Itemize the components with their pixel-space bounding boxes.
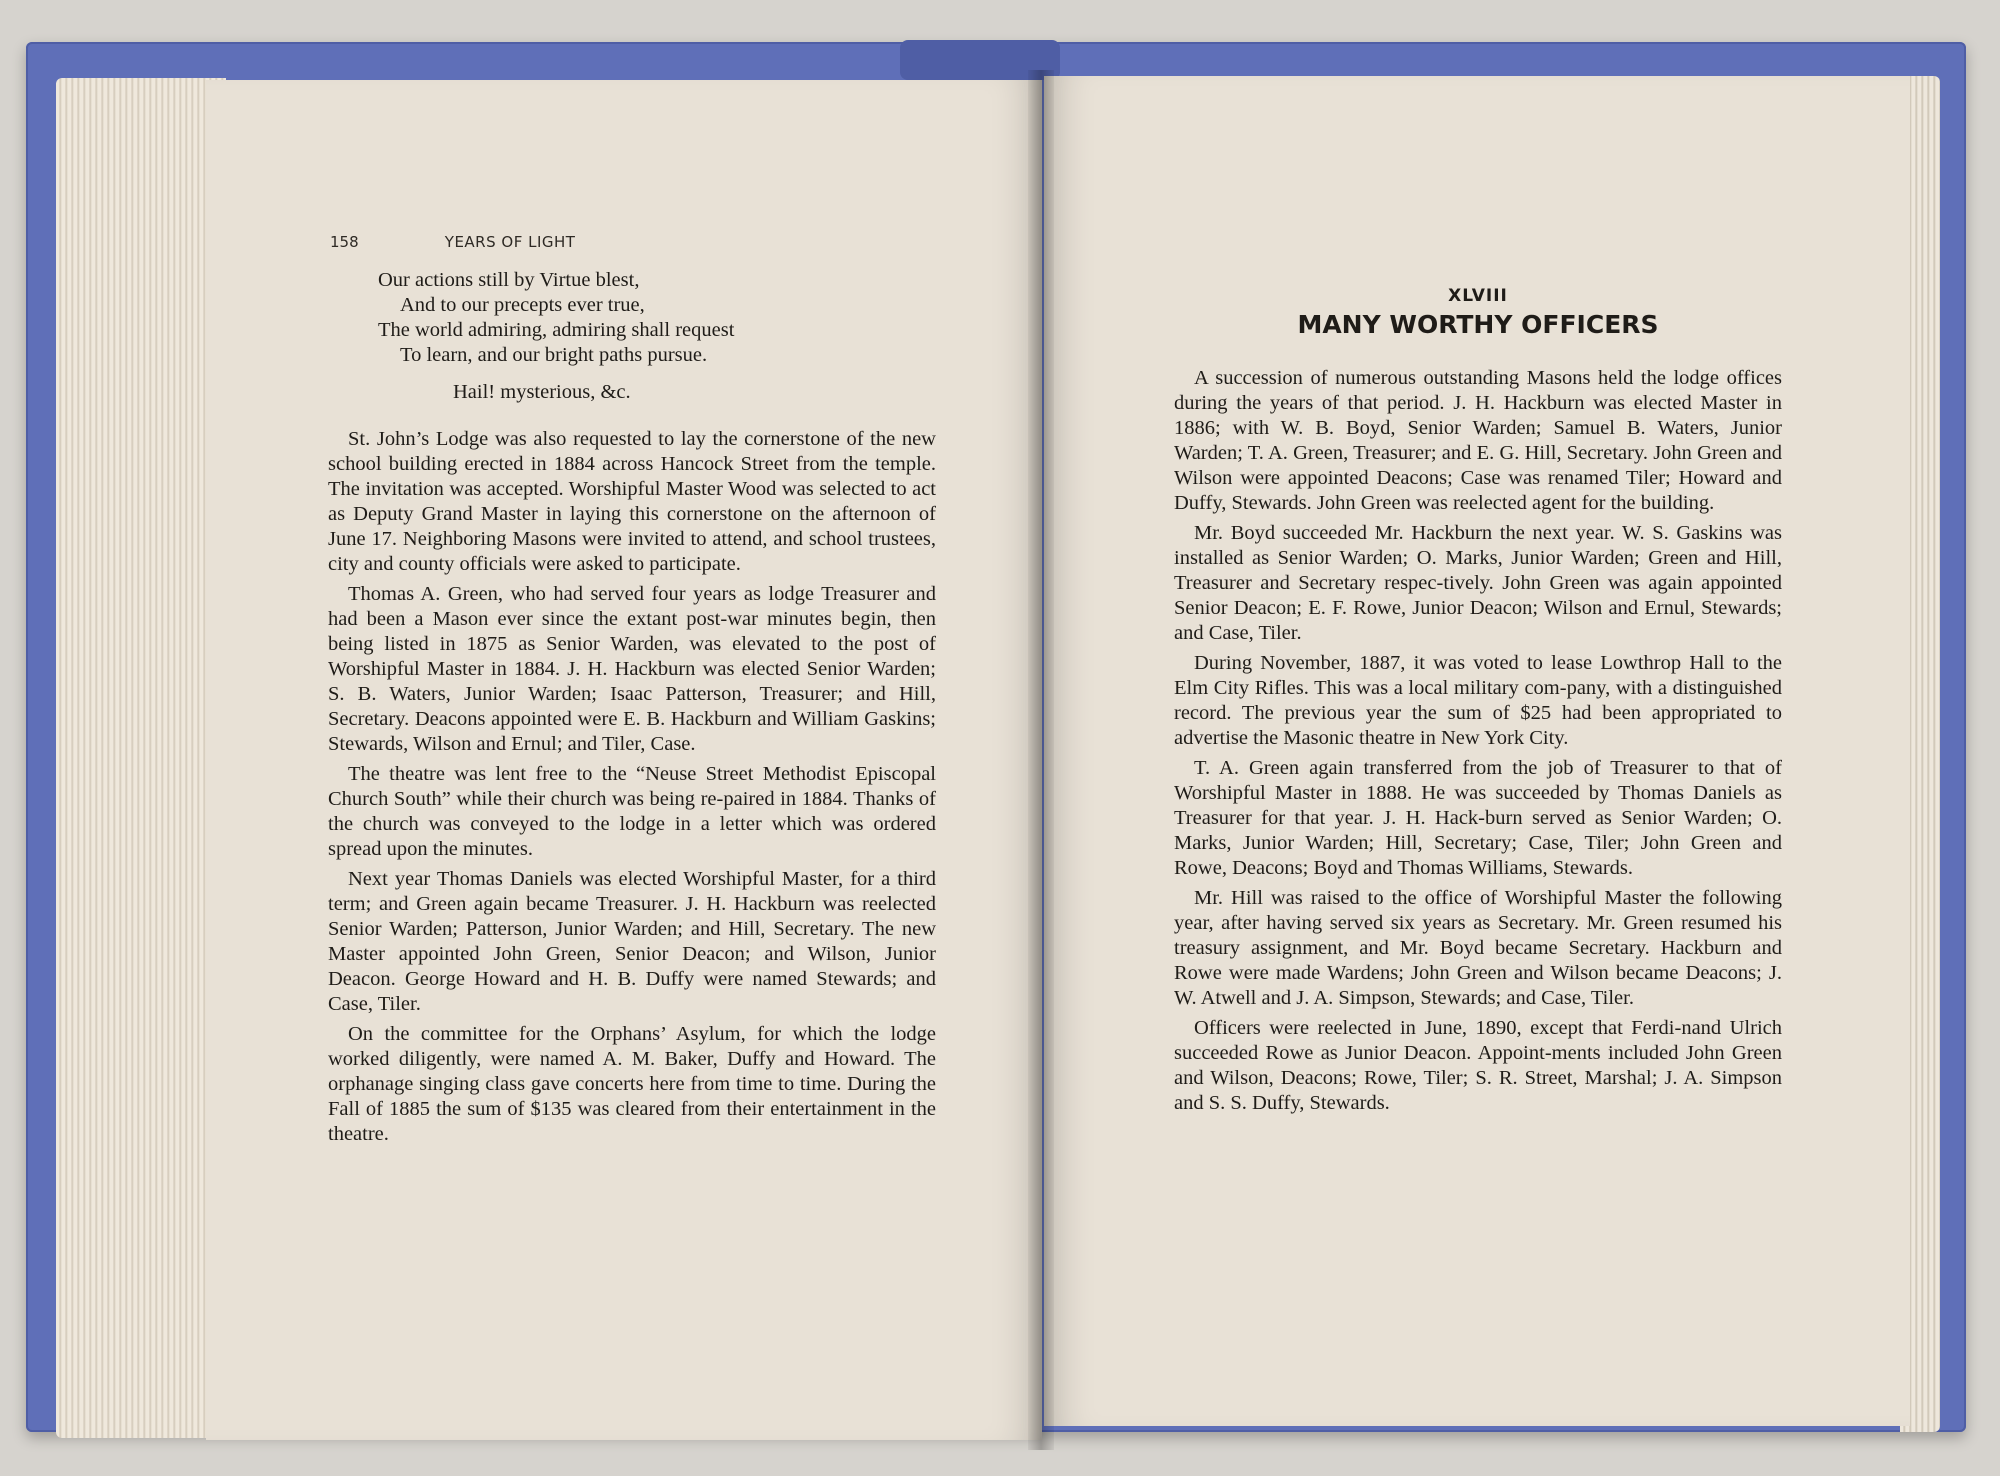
chapter-number: XLVIII	[1448, 286, 1508, 306]
left-page	[206, 80, 1042, 1440]
verse-line: Our actions still by Virtue blest,	[378, 269, 640, 291]
paragraph: Mr. Boyd succeeded Mr. Hackburn the next year. W. S. Gaskins was installed as Senior Warden; O. Marks, Junior Warden; Green and Hill, Treasurer and Secretary respec-tively. John Green was again appointed Senior Deacon; E. F. Rowe, Junior Deacon; Wilson and Ernul, Stewards; and Case, Tiler.	[1174, 522, 1782, 644]
paragraph: During November, 1887, it was voted to lease Lowthrop Hall to the Elm City Rifles. This was a local military com-pany, with a distinguished record. The previous year the sum of $25 had been appropriated to advertise the Masonic theatre in New York City.	[1174, 652, 1782, 749]
paragraph: St. John’s Lodge was also requested to lay the cornerstone of the new school building erected in 1884 across Hancock Street from the temple. The invitation was accepted. Worshipful Master Wood was selected to act as Deputy Grand Master in laying this cornerstone on the afternoon of June 17. Neighboring Masons were invited to attend, and school trustees, city and county officials were asked to participate.	[328, 428, 936, 575]
verse-line: The world admiring, admiring shall request	[378, 319, 735, 341]
page-edges-left	[56, 78, 226, 1438]
poem-verse	[378, 268, 936, 368]
left-text-block	[328, 268, 936, 1152]
right-text-block	[1174, 366, 1782, 1121]
verse-line: To learn, and our bright paths pursue.	[400, 344, 708, 366]
page-number: 158	[330, 233, 359, 251]
paragraph: The theatre was lent free to the “Neuse Street Methodist Episcopal Church South” while their church was being re-paired in 1884. Thanks of the church was conveyed to the lodge in a letter which was ordered spread upon the minutes.	[328, 763, 936, 860]
right-page	[1044, 76, 1910, 1426]
paragraph: Mr. Hill was raised to the office of Worshipful Master the following year, after having served six years as Secretary. Mr. Green resumed his treasury assignment, and Mr. Boyd became Secretary. Hackburn and Rowe were made Wardens; John Green and Wilson became Deacons; J. W. Atwell and J. A. Simpson, Stewards; and Case, Tiler.	[1174, 887, 1782, 1009]
running-head	[330, 233, 930, 251]
paragraph: A succession of numerous outstanding Masons held the lodge offices during the years of that period. J. H. Hackburn was elected Master in 1886; with W. B. Boyd, Senior Warden; Samuel B. Waters, Junior Warden; T. A. Green, Treasurer; and E. G. Hill, Secretary. John Green and Wilson were appointed Deacons; Case was renamed Tiler; Howard and Duffy, Stewards. John Green was reelected agent for the building.	[1174, 367, 1782, 514]
paragraph: On the committee for the Orphans’ Asylum, for which the lodge worked diligently, were named A. M. Baker, Duffy and Howard. The orphanage singing class gave concerts here from time to time. During the Fall of 1885 the sum of $135 was cleared from their entertainment in the theatre.	[328, 1023, 936, 1145]
book-gutter	[1028, 70, 1054, 1450]
paragraph: Officers were reelected in June, 1890, except that Ferdi-nand Ulrich succeeded Rowe as Junior Deacon. Appoint-ments included John Green and Wilson, Deacons; Rowe, Tiler; S. R. Street, Marshal; J. A. Simpson and S. S. Duffy, Stewards.	[1174, 1017, 1782, 1114]
paragraph: T. A. Green again transferred from the job of Treasurer to that of Worshipful Master in 1888. He was succeeded by Thomas Daniels as Treasurer for that year. J. H. Hack-burn served as Senior Warden; O. Marks, Junior Warden; Hill, Secretary; Case, Tiler; John Green and Rowe, Deacons; Boyd and Thomas Williams, Stewards.	[1174, 757, 1782, 879]
running-title: YEARS OF LIGHT	[444, 233, 576, 251]
paragraph: Thomas A. Green, who had served four years as lodge Treasurer and had been a Mason ever since the extant post-war minutes begin, then being listed in 1875 as Senior Warden, was elevated to the post of Worshipful Master in 1884. J. H. Hackburn was elected Senior Warden; S. B. Waters, Junior Warden; Isaac Patterson, Treasurer; and Hill, Secretary. Deacons appointed were E. B. Hackburn and William Gaskins; Stewards, Wilson and Ernul; and Tiler, Case.	[328, 583, 936, 755]
chapter-title: MANY WORTHY OFFICERS	[1297, 310, 1659, 339]
verse-line: And to our precepts ever true,	[400, 294, 645, 316]
poem-chorus: Hail! mysterious, &c.	[453, 381, 631, 403]
paragraph: Next year Thomas Daniels was elected Worshipful Master, for a third term; and Green again became Treasurer. J. H. Hackburn was reelected Senior Warden; Patterson, Junior Warden; and Hill, Secretary. The new Master appointed John Green, Senior Deacon; and Wilson, Junior Deacon. George Howard and H. B. Duffy were named Stewards; and Case, Tiler.	[328, 868, 936, 1015]
